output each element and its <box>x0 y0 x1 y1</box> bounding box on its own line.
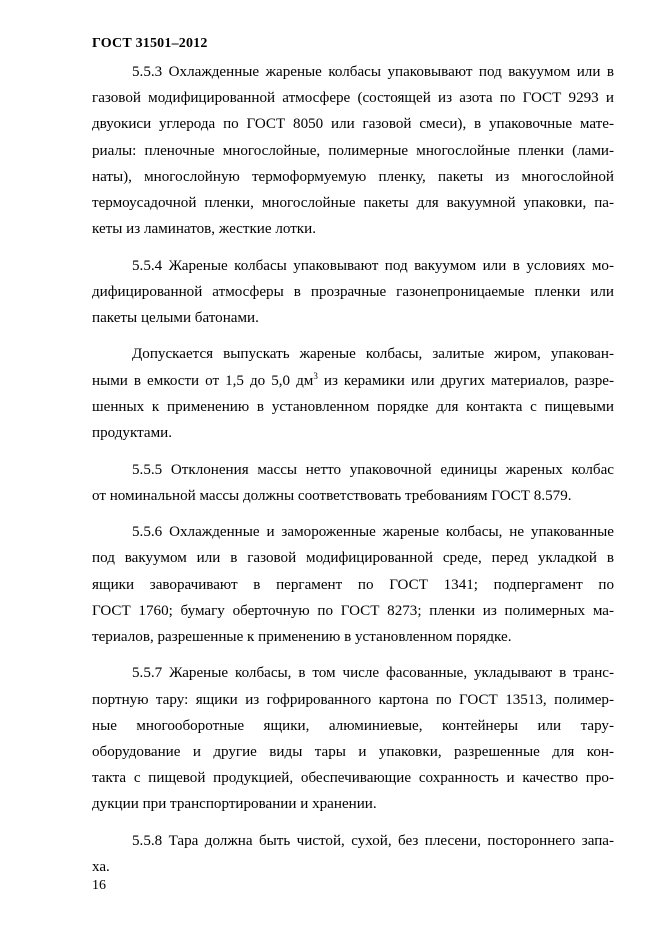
text-line: 5.5.6 Охлажденные и замороженные жареные колбасы, не упакованные <box>132 524 614 541</box>
text-line: такта с пищевой продукцией, обеспечивающие сохранность и качество про- <box>92 770 614 787</box>
text-line: термоусадочной пленки, многослойные пакеты для вакуумной упаковки, па- <box>92 194 614 211</box>
text-line: 5.5.5 Отклонения массы нетто упаковочной единицы жареных колбас <box>132 461 614 478</box>
text-line: под вакуумом или в газовой модифицированной среде, перед укладкой в <box>92 550 614 567</box>
paragraph <box>92 519 614 650</box>
page-number: 16 <box>92 878 106 893</box>
text-line: портную тару: ящики из гофрированного картона по ГОСТ 13513, полимер- <box>92 691 614 708</box>
paragraph-gap <box>92 650 614 660</box>
paragraph-gap <box>92 242 614 252</box>
text-line: двуокиси углерода по ГОСТ 8050 или газовой смеси), в упаковочные мате- <box>92 116 614 133</box>
text-line: пакеты целыми батонами. <box>92 309 259 326</box>
text-line: дифицированной атмосферы в прозрачные газонепроницаемые пленки или <box>92 283 614 300</box>
text-line: от номинальной массы должны соответствовать требованиям ГОСТ 8.579. <box>92 487 572 504</box>
text-line: 5.5.3 Охлажденные жареные колбасы упаковывают под вакуумом или в <box>132 64 614 80</box>
text-line: ГОСТ 1760; бумагу оберточную по ГОСТ 8273; пленки из полимерных ма- <box>92 602 614 619</box>
text-line: Допускается выпускать жареные колбасы, залитые жиром, упакован- <box>132 346 614 363</box>
text-line: шенных к применению в установленном порядке для контакта с пищевыми <box>92 398 614 415</box>
text-line: 5.5.7 Жареные колбасы, в том числе фасованные, укладывают в транс- <box>132 665 614 682</box>
document-body <box>92 59 614 880</box>
text-line: 5.5.8 Тара должна быть чистой, сухой, без плесени, постороннего запа- <box>132 832 614 849</box>
text-line: ные многооборотные ящики, алюминиевые, контейнеры или тару- <box>92 717 614 734</box>
text-line: 5.5.4 Жареные колбасы упаковывают под вакуумом или в условиях мо- <box>132 257 614 274</box>
text-line: дукции при транспортировании и хранении. <box>92 796 377 813</box>
paragraph <box>92 59 614 242</box>
text-line: териалов, разрешенные к применению в установленном порядке. <box>92 628 512 645</box>
text-line: кеты из ламинатов, жесткие лотки. <box>92 221 316 238</box>
paragraph-gap <box>92 446 614 456</box>
paragraph-gap <box>92 509 614 519</box>
paragraph <box>92 457 614 509</box>
paragraph <box>92 253 614 332</box>
paragraph-gap <box>92 331 614 341</box>
text-segment: из керамики или других материалов, разре- <box>317 372 614 389</box>
text-line: ящики заворачивают в пергамент по ГОСТ 1341; подпергамент по <box>92 576 614 593</box>
superscript: 3 <box>313 370 318 381</box>
paragraph <box>92 341 614 446</box>
paragraph <box>92 828 614 880</box>
paragraph <box>92 660 614 817</box>
text-line: продуктами. <box>92 425 172 442</box>
text-line: ха. <box>92 859 110 876</box>
document-header: ГОСТ 31501–2012 <box>92 36 208 51</box>
text-line: наты), многослойную термоформуемую пленку, пакеты из многослойной <box>92 168 614 185</box>
text-line: газовой модифицированной атмосфере (состоящей из азота по ГОСТ 9293 и <box>92 90 614 107</box>
text-line: оборудование и другие виды тары и упаковки, разрешенные для кон- <box>92 743 614 760</box>
text-line: риалы: пленочные многослойные, полимерные многослойные пленки (лами- <box>92 142 614 159</box>
text-segment: ными в емкости от 1,5 до 5,0 дм <box>92 372 314 389</box>
text-line <box>92 368 614 394</box>
paragraph-gap <box>92 818 614 828</box>
